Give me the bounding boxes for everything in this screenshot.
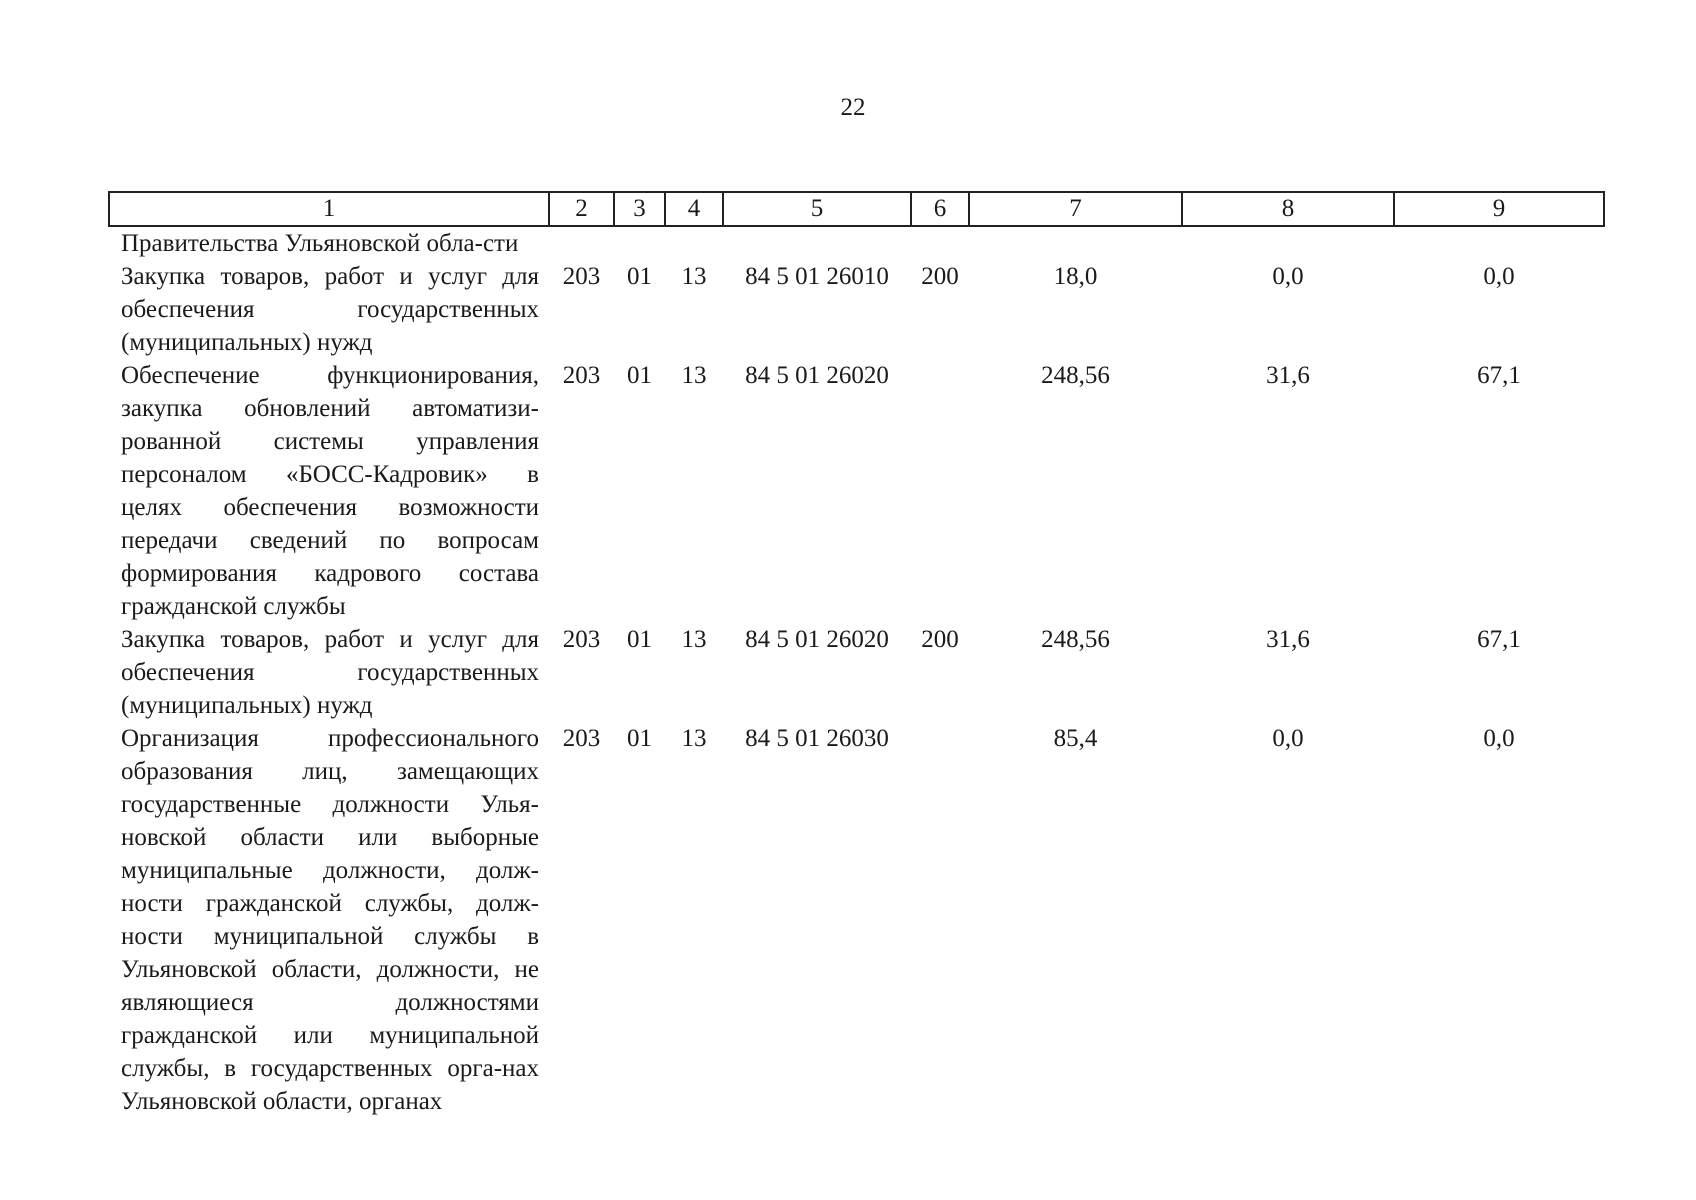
cell-code-3 — [614, 226, 665, 260]
cell-code-4: 13 — [681, 626, 707, 653]
cell-code-6 — [911, 722, 969, 1118]
row-description: Обеспечение функционирования, закупка обновлений автоматизи-рованной системы управления персоналом «БОСС-Кадровик» в целях обеспечения возможности передачи сведений по вопросам формирования кадрового состава гражданской службы — [121, 362, 539, 620]
cell-amount-7: 18,0 — [1053, 263, 1098, 290]
column-header-2: 2 — [549, 192, 614, 226]
row-description: Закупка товаров, работ и услуг для обеспечения государственных (муниципальных) нужд — [121, 626, 539, 719]
cell-code-5: 84 5 01 26020 — [745, 362, 889, 389]
cell-amount-9: 67,1 — [1477, 626, 1521, 653]
cell-code-5: 84 5 01 26030 — [745, 725, 889, 752]
cell-amount-8: 0,0 — [1272, 725, 1304, 752]
row-description: Организация профессионального образования лиц, замещающих государственные должности Улья-новской области или выборные муниципальные должности, долж-ности гражданской службы, долж-ности муниципальной службы в Ульяновской области, должности, не являющиеся должностями гражданской или муниципальной службы, в государственных орга-нах Ульяновской области, органах — [121, 725, 539, 1115]
cell-code-5 — [723, 226, 911, 260]
cell-code-3: 01 — [627, 362, 652, 389]
cell-code-4: 13 — [681, 725, 707, 752]
cell-amount-7: 248,56 — [1041, 626, 1110, 653]
table-header — [109, 192, 1604, 226]
cell-code-6: 200 — [921, 263, 959, 290]
column-header-8: 8 — [1182, 192, 1394, 226]
cell-amount-7 — [969, 226, 1182, 260]
page-number: 22 — [840, 94, 866, 121]
cell-code-5: 84 5 01 26010 — [745, 263, 889, 290]
cell-code-3: 01 — [627, 725, 652, 752]
cell-code-5: 84 5 01 26020 — [745, 626, 889, 653]
cell-amount-9: 0,0 — [1483, 725, 1515, 752]
cell-code-4: 13 — [681, 362, 707, 389]
cell-amount-7: 248,56 — [1041, 362, 1110, 389]
cell-code-4 — [665, 226, 723, 260]
column-header-5: 5 — [723, 192, 911, 226]
table-row — [109, 623, 1604, 722]
table-row — [109, 226, 1604, 260]
cell-code-6: 200 — [921, 626, 959, 653]
cell-amount-8: 31,6 — [1266, 626, 1310, 653]
cell-code-2 — [549, 226, 614, 260]
column-header-3: 3 — [614, 192, 665, 226]
cell-amount-8 — [1182, 226, 1394, 260]
cell-code-2: 203 — [562, 263, 601, 290]
column-header-1: 1 — [109, 192, 549, 226]
row-description: Правительства Ульяновской обла-сти — [121, 230, 519, 257]
column-header-9: 9 — [1394, 192, 1604, 226]
table-body — [109, 226, 1604, 1118]
column-header-6: 6 — [911, 192, 969, 226]
budget-table — [108, 191, 1605, 1118]
cell-code-3: 01 — [627, 626, 652, 653]
cell-amount-9 — [1394, 226, 1604, 260]
cell-code-2: 203 — [562, 725, 601, 752]
cell-code-6 — [911, 226, 969, 260]
table-row — [109, 260, 1604, 359]
row-description: Закупка товаров, работ и услуг для обеспечения государственных (муниципальных) нужд — [121, 263, 539, 356]
table-row — [109, 359, 1604, 623]
cell-code-3: 01 — [627, 263, 652, 290]
column-header-4: 4 — [665, 192, 723, 226]
cell-amount-9: 67,1 — [1477, 362, 1521, 389]
cell-amount-8: 31,6 — [1266, 362, 1310, 389]
cell-amount-8: 0,0 — [1272, 263, 1304, 290]
header-row — [109, 192, 1604, 226]
table-row — [109, 722, 1604, 1118]
column-header-7: 7 — [969, 192, 1182, 226]
cell-code-2: 203 — [562, 362, 601, 389]
cell-amount-9: 0,0 — [1483, 263, 1515, 290]
cell-code-2: 203 — [562, 626, 601, 653]
cell-amount-7: 85,4 — [1053, 725, 1098, 752]
cell-code-6 — [911, 359, 969, 623]
cell-code-4: 13 — [681, 263, 707, 290]
